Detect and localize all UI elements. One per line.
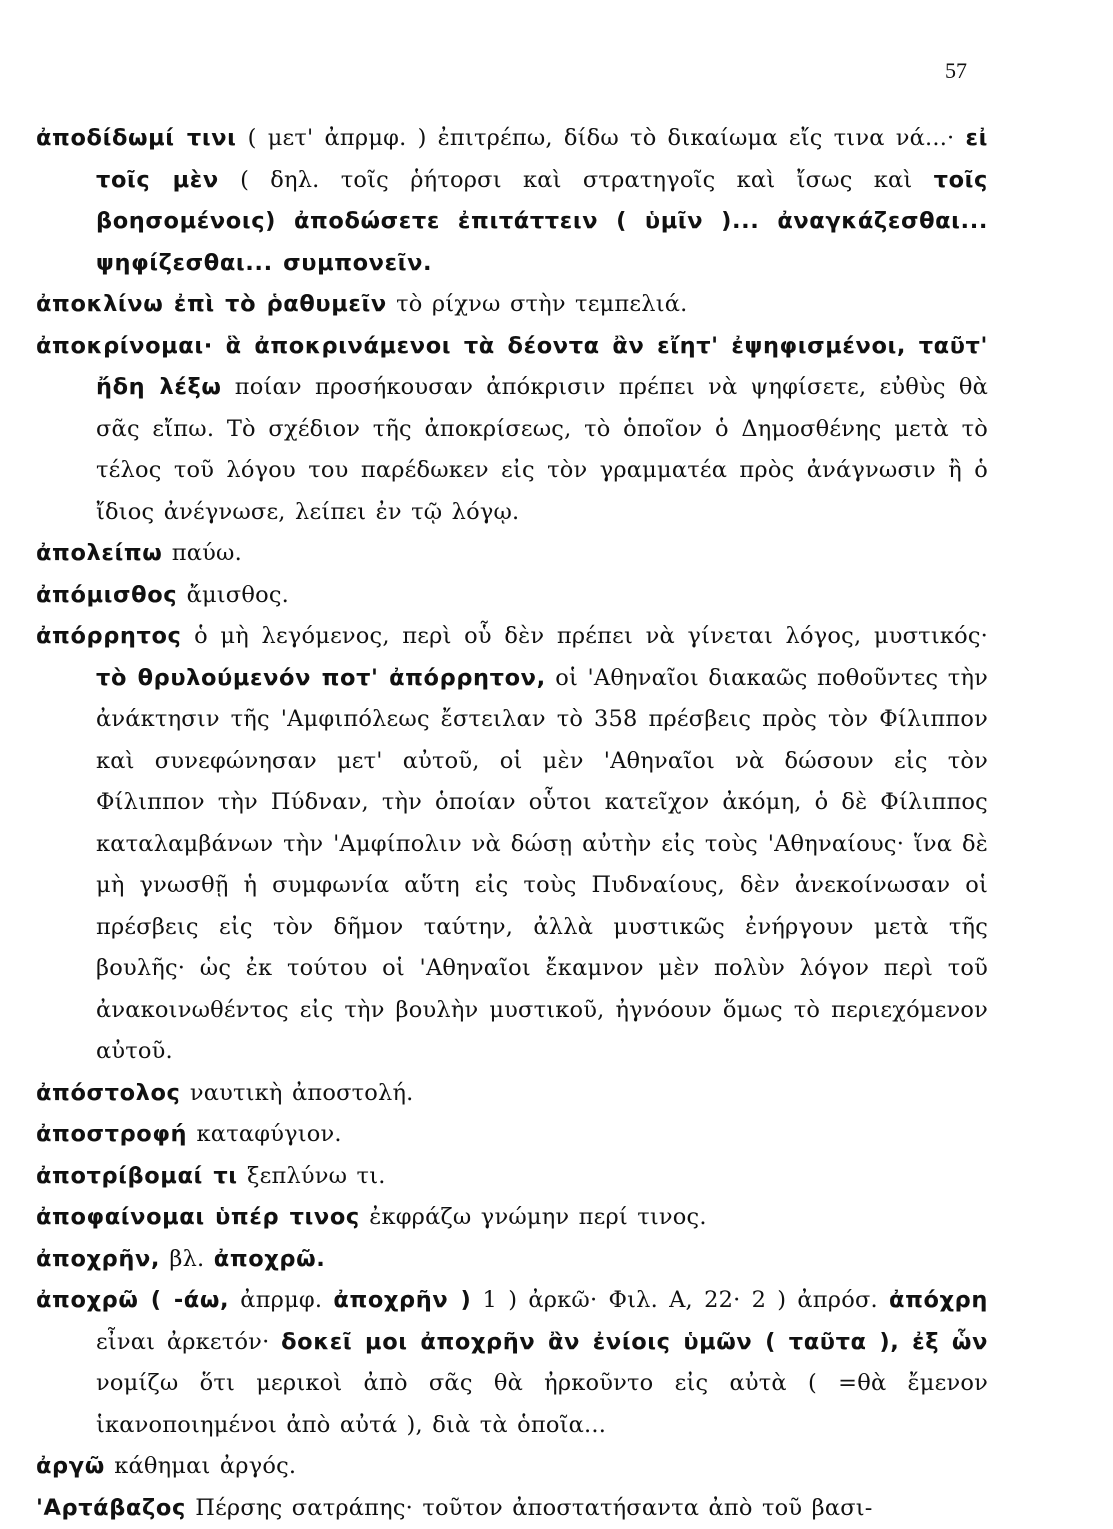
entry-aporrhetos [36, 616, 988, 1073]
entry-headword: ἀποτρίβομαί τι [36, 1163, 238, 1189]
entry-text: βλ. [160, 1246, 214, 1272]
entry-quote: ἃ ἀποκρινάμενοι τὰ δέοντα ἂν εἴητ' ἐψηφισμένοι, ταῦτ' ἤδη λέξω [96, 333, 988, 401]
entry-apophainomai [36, 1197, 988, 1239]
entry-headword: ἀποχρῆν, [36, 1246, 160, 1272]
entry-headword: ἀπόρρητος [36, 623, 182, 649]
entry-headword: ἀποκλίνω ἐπὶ τὸ ῥαθυμεῖν [36, 291, 387, 317]
entry-text: κάθημαι ἀργός. [105, 1453, 296, 1479]
entry-headword: ἀποχρῶ ( -άω, [36, 1287, 229, 1313]
entry-apokrinomai [36, 326, 988, 534]
entry-text: ( μετ' ἀπρμφ. ) ἐπιτρέπω, δίδω τὸ δικαίωμα εἴς τινα νά...· [237, 125, 966, 151]
entry-headword: ἀποκρίνομαι· [36, 333, 213, 359]
entry-quote: ἀπόχρη [889, 1287, 988, 1313]
entry-apodidomi [36, 118, 988, 284]
entry-text: παύω. [162, 540, 242, 566]
entry-quote: ἀποχρῆν ) [333, 1287, 471, 1313]
entry-apochro [36, 1280, 988, 1446]
entry-quote: τοῖς βοησομένοις) ἀποδώσετε ἐπιτάττειν ( ὑμῖν )... ἀναγκάζεσθαι... ψηφίζεσθαι... συμπονεῖν. [96, 167, 988, 276]
entry-text: ὁ μὴ λεγόμενος, περὶ οὗ δὲν πρέπει νὰ γίνεται λόγος, μυστικός· [182, 623, 989, 649]
entry-apoleipo [36, 533, 988, 575]
entry-text: εἶναι ἀρκετόν· [96, 1329, 281, 1355]
entry-headword: ἀποστροφή [36, 1121, 187, 1147]
entry-text: ἀπρμφ. [229, 1287, 333, 1313]
entry-apoklino [36, 284, 988, 326]
entry-argo [36, 1446, 988, 1488]
entry-apomisthos [36, 575, 988, 617]
entry-headword: ἀποδίδωμί τινι [36, 125, 237, 151]
entry-quote: δοκεῖ μοι ἀποχρῆν ἂν ἐνίοις ὑμῶν ( ταῦτα ), ἐξ ὧν [281, 1329, 988, 1355]
glossary-entries [36, 118, 988, 1529]
entry-headword: ἀπολείπω [36, 540, 162, 566]
entry-text: ποίαν προσήκουσαν ἀπόκρισιν πρέπει νὰ ψηφίσετε, εὐθὺς θὰ σᾶς εἴπω. Τὸ σχέδιον τῆς ἀποκρίσεως, τὸ ὁποῖον ὁ Δημοσθένης μετὰ τὸ τέλος τοῦ λόγου του παρέδωκεν εἰς τὸν γραμματέα πρὸς ἀνάγνωσιν ἢ ὁ ἴδιος ἀνέγνωσε, λείπει ἐν τῷ λόγῳ. [96, 374, 988, 525]
entry-text: ἐκφράζω γνώμην περί τινος. [360, 1204, 707, 1230]
entry-quote: τὸ θρυλούμενόν ποτ' ἀπόρρητον, [96, 665, 546, 691]
entry-text: 1 ) ἀρκῶ· Φιλ. Α, 22· 2 ) ἀπρόσ. [471, 1287, 889, 1313]
entry-apostolos [36, 1073, 988, 1115]
entry-apochren [36, 1239, 988, 1281]
entry-quote: εἰ τοῖς μὲν [96, 125, 988, 193]
entry-apostrophe [36, 1114, 988, 1156]
entry-headword: 'Αρτάβαζος [36, 1495, 186, 1521]
entry-text: ξεπλύνω τι. [238, 1163, 386, 1189]
entry-text: οἱ 'Αθηναῖοι διακαῶς ποθοῦντες τὴν ἀνάκτησιν τῆς 'Αμφιπόλεως ἔστειλαν τὸ 358 πρέσβεις πρὸς τὸν Φίλιππον καὶ συνεφώνησαν μετ' αὐτοῦ, οἱ μὲν 'Αθηναῖοι νὰ δώσουν εἰς τὸν Φίλιππον τὴν Πύδναν, τὴν ὁποίαν οὗτοι κατεῖχον ἀκόμη, ὁ δὲ Φίλιππος καταλαμβάνων τὴν 'Αμφίπολιν νὰ δώσῃ αὐτὴν εἰς τοὺς 'Αθηναίους· ἵνα δὲ μὴ γνωσθῇ ἡ συμφωνία αὕτη εἰς τοὺς Πυδναίους, δὲν ἀνεκοίνωσαν οἱ πρέσβεις εἰς τὸν δῆμον ταύτην, ἀλλὰ μυστικῶς ἐνήργουν μετὰ τῆς βουλῆς· ὡς ἐκ τούτου οἱ 'Αθηναῖοι ἔκαμνον μὲν πολὺν λόγον περὶ τοῦ ἀνακοινωθέντος εἰς τὴν βουλὴν μυστικοῦ, ἠγνόουν ὅμως τὸ περιεχόμενον αὐτοῦ. [96, 665, 988, 1065]
entry-text: ναυτικὴ ἀποστολή. [181, 1080, 414, 1106]
entry-cross-reference: ἀποχρῶ. [214, 1246, 326, 1272]
entry-artabazos [36, 1488, 988, 1529]
entry-headword: ἀπόμισθος [36, 582, 177, 608]
entry-text: καταφύγιον. [187, 1121, 342, 1147]
entry-text: νομίζω ὅτι μερικοὶ ἀπὸ σᾶς θὰ ἠρκοῦντο εἰς αὐτὰ ( =θὰ ἔμενον ἱκανοποιημένοι ἀπὸ αὐτά ), διὰ τὰ ὁποῖα... [96, 1370, 988, 1438]
entry-text: τὸ ρίχνω στὴν τεμπελιά. [387, 291, 688, 317]
entry-text: ( δηλ. τοῖς ῥήτορσι καὶ στρατηγοῖς καὶ ἴσως καὶ [219, 167, 934, 193]
entry-text: ἄμισθος. [177, 582, 289, 608]
entry-headword: ἀπόστολος [36, 1080, 181, 1106]
entry-apotribomai [36, 1156, 988, 1198]
entry-headword: ἀποφαίνομαι ὑπέρ τινος [36, 1204, 360, 1230]
entry-headword: ἀργῶ [36, 1453, 105, 1479]
entry-text: Πέρσης σατράπης· τοῦτον ἀποστατήσαντα ἀπὸ τοῦ βασι- [186, 1495, 873, 1521]
page-number: 57 [945, 58, 967, 84]
